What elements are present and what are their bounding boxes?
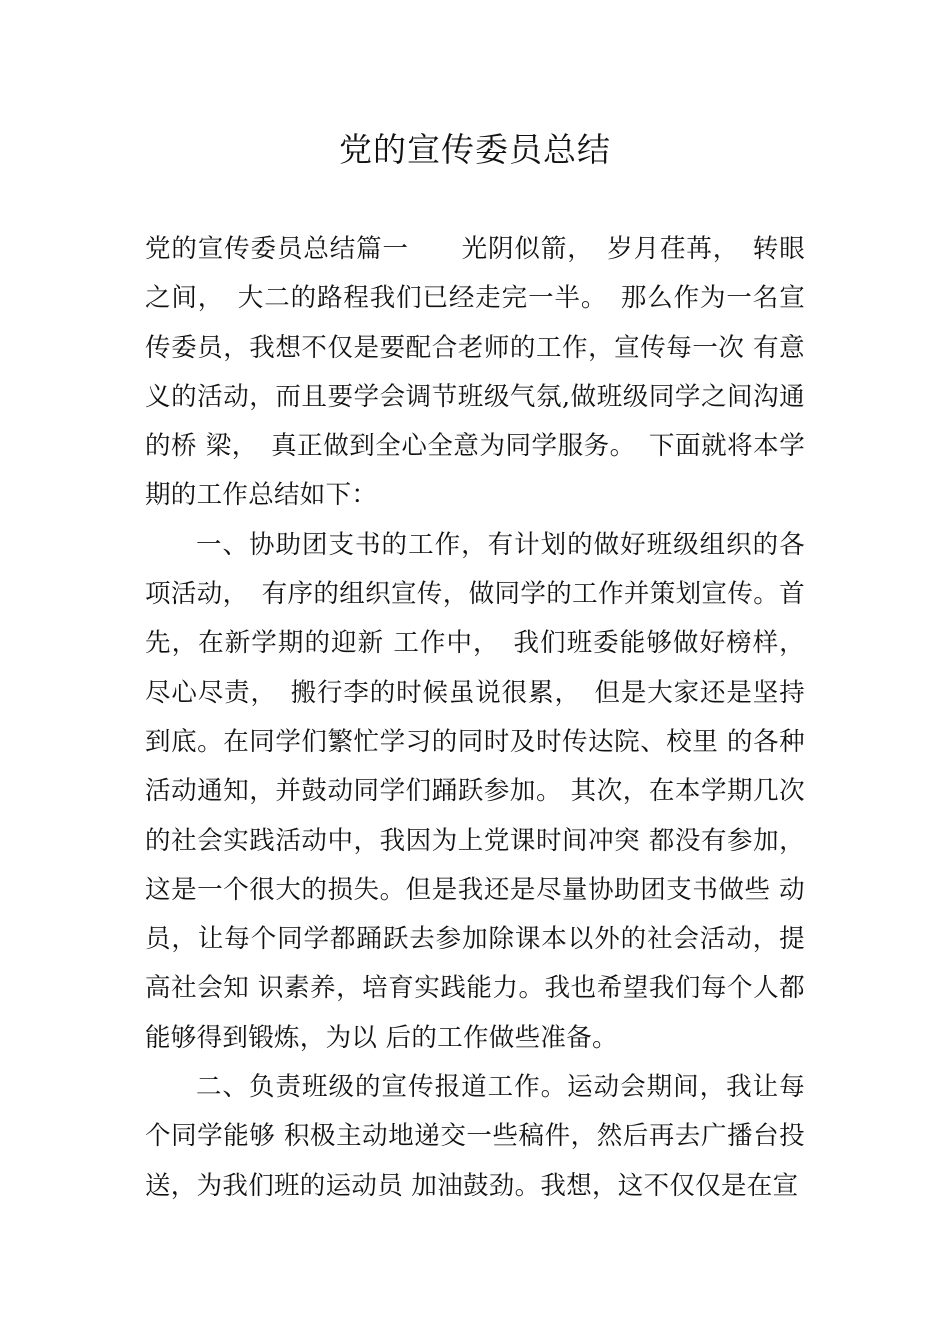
paragraph-section-one: 一、协助团支书的工作，有计划的做好班级组织的各项活动， 有序的组织宣传，做同学的工作并策划宣传。首先，在新学期的迎新 工作中， 我们班委能够做好榜样，尽心尽责， 搬行李的时候虽说很累， 但是大家还是坚持到底。在同学们繁忙学习的同时及时传达院、校里 的各种活动通知，并鼓动同学们踊跃参加。 其次，在本学期几次的社会实践活动中，我因为上党课时间冲突 都没有参加，这是一个很大的损失。但是我还是尽量协助团支书做些 动员，让每个同学都踊跃去参加除课本以外的社会活动，提高社会知 识素养，培育实践能力。我也希望我们每个人都能够得到锻炼，为以 后的工作做些准备。 xyxy=(145,529,805,1053)
document-title: 党的宣传委员总结 xyxy=(339,130,611,169)
document-body xyxy=(145,225,805,1211)
paragraph-section-two: 二、负责班级的宣传报道工作。运动会期间，我让每个同学能够 积极主动地递交一些稿件，然后再去广播台投送，为我们班的运动员 加油鼓劲。我想，这不仅仅是在宣 xyxy=(145,1072,805,1201)
paragraph-intro: 党的宣传委员总结篇一 光阴似箭， 岁月荏苒， 转眼之间， 大二的路程我们已经走完一半。 那么作为一名宣传委员，我想不仅是要配合老师的工作，宣传每一次 有意义的活动，而且要学会调节班级气氛,做班级同学之间沟通的桥 梁， 真正做到全心全意为同学服务。 下面就将本学期的工作总结如下： xyxy=(145,234,805,511)
